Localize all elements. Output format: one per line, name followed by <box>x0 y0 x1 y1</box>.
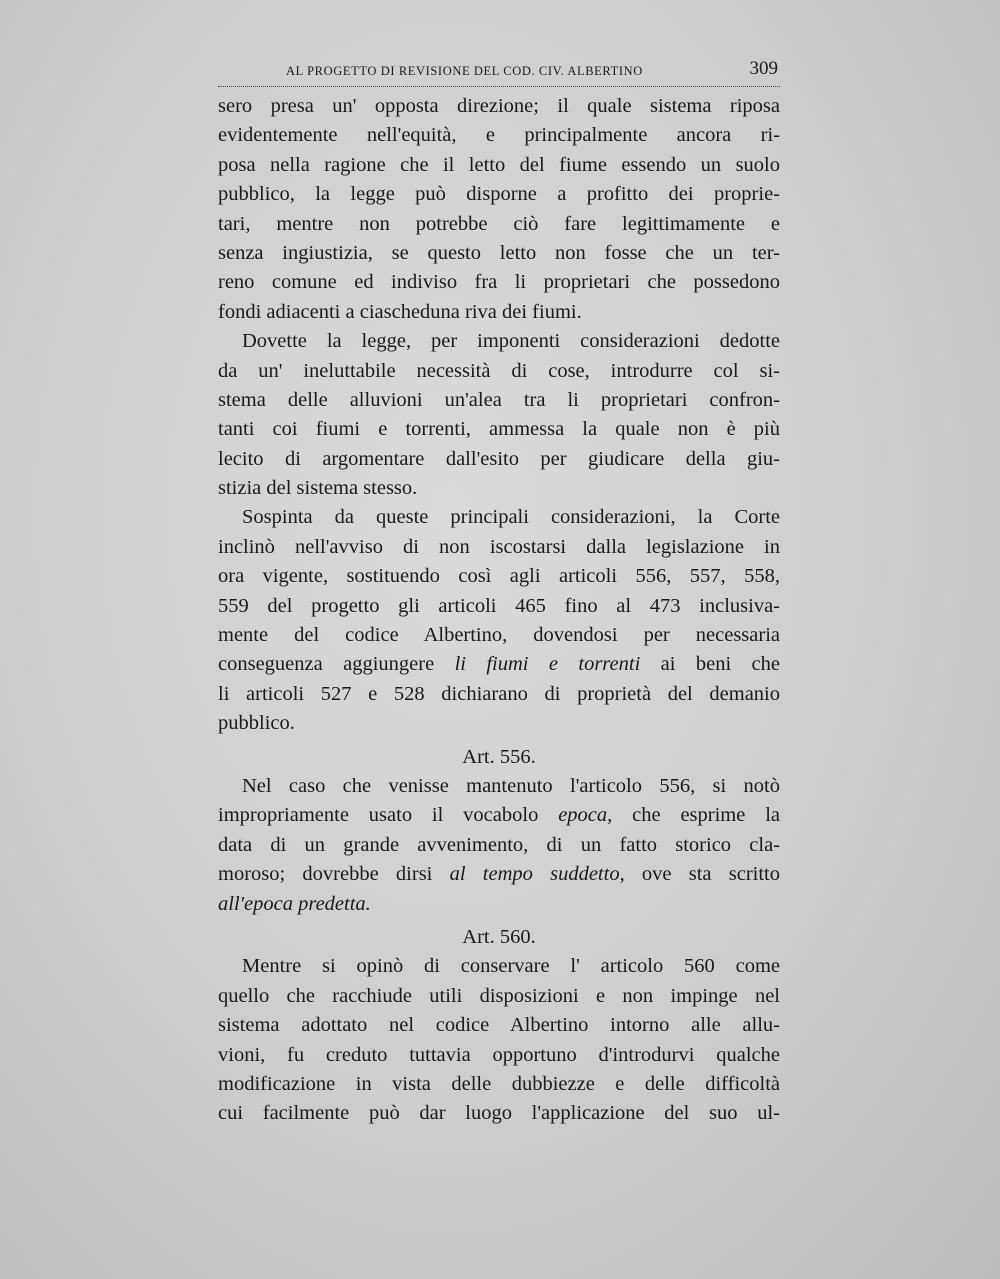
main-text <box>218 92 780 1129</box>
text-line: Mentre si opinò di conservare l' articolo 560 come <box>242 955 780 978</box>
text-line: stizia del sistema stesso. <box>218 477 418 500</box>
page-number: 309 <box>749 58 778 79</box>
text-line: lecito di argomentare dall'esito per giudicare della giu- <box>218 447 780 470</box>
text-run: moroso; dovrebbe dirsi <box>218 863 450 886</box>
text-line <box>218 801 780 830</box>
paragraph-continuation <box>218 92 780 327</box>
text-run: , che esprime la <box>607 804 781 827</box>
text-line: da un' ineluttabile necessità di cose, introdurre col si- <box>218 359 780 382</box>
text-line: data di un grande avvenimento, di un fatto storico cla- <box>218 833 780 856</box>
text-line: inclinò nell'avviso di non iscostarsi dalla legislazione in <box>218 535 780 558</box>
text-run: impropriamente usato il vocabolo <box>218 804 559 827</box>
text-line: li articoli 527 e 528 dichiarano di proprietà del demanio <box>218 682 780 705</box>
paragraph <box>218 503 780 738</box>
text-line: sero presa un' opposta direzione; il quale sistema riposa <box>218 95 780 117</box>
text-line: 559 del progetto gli articoli 465 fino al 473 inclusiva- <box>218 594 780 617</box>
text-line: Dovette la legge, per imponenti considerazioni dedotte <box>242 330 780 353</box>
italic-text: epoca <box>558 804 608 827</box>
text-line: quello che racchiude utili disposizioni e non impinge nel <box>218 984 780 1007</box>
text-line: mente del codice Albertino, dovendosi per necessaria <box>218 624 780 647</box>
italic-text: al tempo suddetto <box>449 863 620 886</box>
text-line: stema delle alluvioni un'alea tra li proprietari confron- <box>218 388 780 411</box>
running-head <box>218 58 780 87</box>
paragraph <box>218 327 780 503</box>
text-line: evidentemente nell'equità, e principalmente ancora ri- <box>218 124 780 147</box>
text-line: Nel caso che venisse mantenuto l'articolo 556, si notò <box>242 774 780 797</box>
text-run: , ove sta scritto <box>619 863 780 886</box>
text-line: tari, mentre non potrebbe ciò fare legittimamente e <box>218 212 780 235</box>
running-title: AL PROGETTO DI REVISIONE DEL COD. CIV. ALBERTINO <box>286 64 643 78</box>
article-heading-556: Art. 556. <box>462 745 536 768</box>
text-line: Sospinta da queste principali considerazioni, la Corte <box>242 506 780 529</box>
italic-text: all'epoca predetta. <box>218 892 371 915</box>
text-line: ora vigente, sostituendo così agli articoli 556, 557, 558, <box>218 565 780 588</box>
text-line: pubblico, la legge può disporne a profitto dei proprie- <box>218 183 780 206</box>
text-line <box>218 860 780 889</box>
paragraph <box>218 952 780 1128</box>
text-line: pubblico. <box>218 712 295 735</box>
text-line <box>218 890 780 919</box>
article-heading-560: Art. 560. <box>462 925 536 948</box>
paragraph <box>218 772 780 919</box>
text-line: sistema adottato nel codice Albertino intorno alle allu- <box>218 1014 780 1037</box>
text-line: senza ingiustizia, se questo letto non fosse che un ter- <box>218 241 780 264</box>
text-line: modificazione in vista delle dubbiezze e delle difficoltà <box>218 1072 780 1095</box>
text-line: posa nella ragione che il letto del fiume essendo un suolo <box>218 153 780 176</box>
text-line: cui facilmente può dar luogo l'applicazione del suo ul- <box>218 1102 780 1125</box>
text-run: conseguenza aggiungere <box>218 653 455 676</box>
text-line: reno comune ed indiviso fra li proprietari che possedono <box>218 271 780 294</box>
text-run: ai beni che <box>640 653 780 676</box>
text-line <box>218 650 780 679</box>
italic-text: li fiumi e torrenti <box>454 653 641 676</box>
text-line: vioni, fu creduto tuttavia opportuno d'introdurvi qualche <box>218 1043 780 1066</box>
text-line: fondi adiacenti a ciascheduna riva dei fiumi. <box>218 300 582 323</box>
text-line: tanti coi fiumi e torrenti, ammessa la quale non è più <box>218 418 780 441</box>
